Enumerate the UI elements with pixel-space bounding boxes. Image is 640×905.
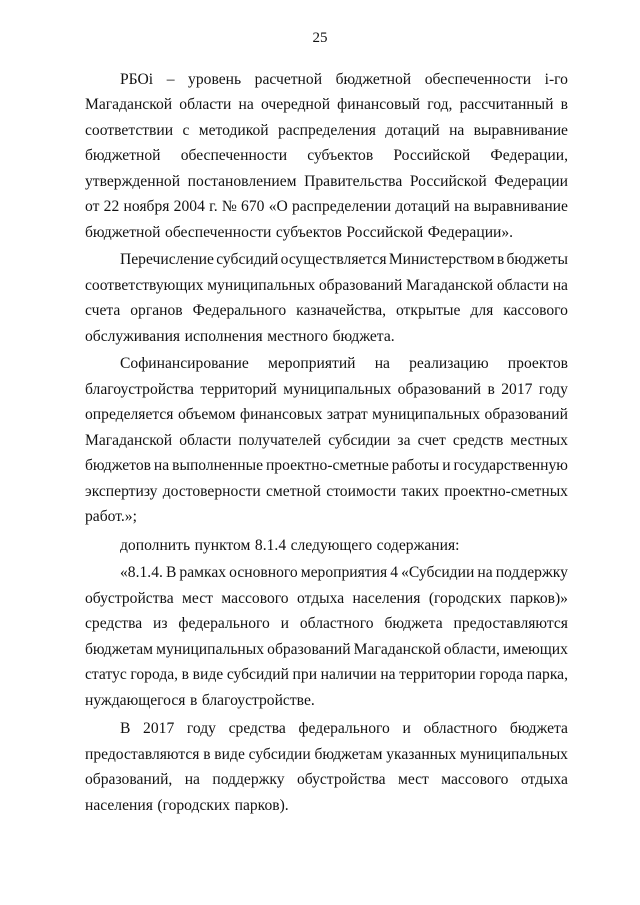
text-word: образований bbox=[397, 381, 482, 398]
text-word: благоустройстве. bbox=[201, 692, 315, 709]
text-word: средства bbox=[85, 615, 143, 632]
text-word: – bbox=[166, 71, 175, 88]
text-word: области bbox=[179, 96, 232, 113]
text-word: обустройства bbox=[85, 590, 174, 607]
text-word: на bbox=[184, 771, 200, 788]
text-word: Магаданской bbox=[85, 96, 173, 113]
text-word: уровень bbox=[188, 71, 242, 88]
text-word: финансовых bbox=[239, 406, 323, 423]
text-word: бюджетам bbox=[314, 746, 383, 763]
text-word: РБОi bbox=[120, 71, 154, 88]
text-word: 22 bbox=[103, 198, 120, 215]
text-word: «Субсидии bbox=[401, 564, 475, 581]
text-word: указанных bbox=[386, 746, 457, 763]
text-word: дотаций bbox=[385, 122, 440, 139]
text-word: бюджетам bbox=[85, 641, 154, 658]
text-word: на bbox=[374, 355, 390, 372]
text-word: территорий bbox=[200, 381, 277, 398]
text-word: образований bbox=[267, 641, 351, 658]
text-word: Российской bbox=[393, 147, 471, 164]
text-word: бюджета. bbox=[332, 328, 395, 345]
text-word: содержания: bbox=[376, 537, 460, 554]
text-word: открытые bbox=[395, 302, 461, 319]
text-word: распределении bbox=[292, 198, 392, 215]
text-word: стоимости bbox=[326, 483, 397, 500]
text-word: мест bbox=[182, 590, 213, 607]
text-word: на bbox=[449, 122, 465, 139]
text-line bbox=[85, 796, 293, 816]
text-word: мест bbox=[397, 771, 429, 788]
text-line bbox=[85, 405, 568, 425]
text-word: проектно-сметных bbox=[444, 483, 568, 500]
text-word: основного bbox=[229, 564, 298, 581]
text-line bbox=[85, 456, 568, 476]
text-word: субъектов bbox=[275, 224, 342, 241]
text-word: массового bbox=[441, 771, 509, 788]
text-line bbox=[85, 301, 568, 321]
text-word: муниципальных bbox=[283, 381, 392, 398]
text-word: бюджетной bbox=[85, 147, 161, 164]
text-word: на bbox=[238, 96, 254, 113]
text-word: Федерации». bbox=[427, 224, 514, 241]
text-word: отдыха bbox=[297, 590, 345, 607]
text-word: бюджета bbox=[384, 615, 443, 632]
text-word: проектно-сметные bbox=[265, 457, 389, 474]
text-word: Федерации, bbox=[490, 147, 568, 164]
text-word: от bbox=[85, 198, 100, 215]
text-word: средств bbox=[452, 432, 504, 449]
text-word: Софинансирование bbox=[120, 355, 249, 372]
text-word: в bbox=[487, 381, 495, 398]
text-word: и bbox=[280, 615, 290, 632]
text-word: Перечисление bbox=[120, 251, 214, 268]
text-word: благоустройства bbox=[85, 381, 194, 398]
text-word: проектов bbox=[507, 355, 568, 372]
text-line bbox=[85, 640, 568, 660]
text-word: постановлением bbox=[187, 173, 297, 190]
text-word: ноября bbox=[123, 198, 170, 215]
text-word: территории bbox=[399, 666, 476, 683]
text-word: местного bbox=[267, 328, 329, 345]
text-word: финансовый bbox=[337, 96, 421, 113]
text-word: (городских bbox=[157, 797, 231, 814]
text-word: счета bbox=[85, 302, 121, 319]
text-word: В bbox=[165, 564, 177, 581]
text-word: дотаций bbox=[395, 198, 450, 215]
text-word: году bbox=[538, 381, 568, 398]
text-word: Правительства bbox=[304, 173, 403, 190]
text-word: Федерального bbox=[192, 302, 287, 319]
text-word: определяется bbox=[85, 406, 174, 423]
text-word: местных bbox=[510, 432, 568, 449]
text-word: на bbox=[380, 666, 396, 683]
text-word: соответствии bbox=[85, 122, 174, 139]
text-word: следующего bbox=[290, 537, 373, 554]
text-word: выравнивание bbox=[473, 198, 568, 215]
text-word: парка, bbox=[526, 666, 568, 683]
text-word: 2004 bbox=[173, 198, 205, 215]
text-word: субъектов bbox=[307, 147, 374, 164]
text-word: обслуживания bbox=[85, 328, 181, 345]
text-word: в bbox=[181, 666, 190, 683]
text-word: субсидий bbox=[226, 666, 289, 683]
text-word: работ.»; bbox=[85, 508, 137, 525]
page-number: 25 bbox=[312, 30, 328, 46]
text-word: бюджетов bbox=[85, 457, 151, 474]
text-word: i-го bbox=[544, 71, 568, 88]
text-word: органов bbox=[130, 302, 183, 319]
text-word: субсидии bbox=[328, 432, 391, 449]
text-word: массового bbox=[221, 590, 289, 607]
text-word: 670 bbox=[241, 198, 265, 215]
text-line bbox=[120, 719, 568, 739]
text-word: с bbox=[182, 122, 190, 139]
text-word: области, bbox=[443, 641, 500, 658]
text-word: государственную bbox=[453, 457, 568, 474]
text-line bbox=[85, 431, 568, 451]
text-word: на bbox=[153, 457, 170, 474]
text-word: получателей bbox=[238, 432, 322, 449]
text-word: нуждающегося bbox=[85, 692, 186, 709]
text-line bbox=[120, 354, 568, 374]
text-word: год, bbox=[427, 96, 453, 113]
text-word: счет bbox=[417, 432, 446, 449]
text-word: виде bbox=[192, 666, 224, 683]
text-word: кассового bbox=[503, 302, 568, 319]
text-line bbox=[85, 614, 568, 634]
text-word: области bbox=[179, 432, 232, 449]
text-word: 2017 bbox=[143, 720, 175, 737]
text-word: 4 bbox=[390, 564, 398, 581]
text-word: в bbox=[496, 251, 505, 268]
text-word: рамках bbox=[179, 564, 227, 581]
text-word: затрат bbox=[326, 406, 368, 423]
text-word: на bbox=[477, 564, 493, 581]
text-word: федерального bbox=[298, 720, 390, 737]
text-word: очередной bbox=[260, 96, 331, 113]
text-line bbox=[85, 327, 399, 347]
text-word: обеспеченности bbox=[165, 224, 272, 241]
text-word: экспертизу bbox=[85, 483, 158, 500]
text-line bbox=[85, 380, 568, 400]
text-word: областного bbox=[423, 720, 498, 737]
text-word: при bbox=[292, 666, 318, 683]
text-word: из bbox=[153, 615, 168, 632]
text-word: Российской bbox=[409, 173, 487, 190]
text-word: средства bbox=[228, 720, 286, 737]
text-word: сметной bbox=[266, 483, 322, 500]
text-line bbox=[85, 146, 568, 166]
text-word: образований, bbox=[85, 771, 173, 788]
text-word: области bbox=[496, 277, 549, 294]
text-word: работы bbox=[391, 457, 440, 474]
text-word: областного bbox=[299, 615, 374, 632]
text-word: муниципальных bbox=[156, 641, 265, 658]
text-word: таких bbox=[401, 483, 439, 500]
text-word: бюджеты bbox=[506, 251, 568, 268]
text-word: расчетной bbox=[254, 71, 323, 88]
text-line bbox=[85, 95, 568, 115]
text-word: г. bbox=[209, 198, 218, 215]
text-word: статус bbox=[85, 666, 127, 683]
text-word: федерального bbox=[178, 615, 270, 632]
text-line bbox=[120, 563, 568, 583]
text-word: города, bbox=[130, 666, 179, 683]
text-word: обустройства bbox=[296, 771, 386, 788]
text-word: распределения bbox=[277, 122, 376, 139]
text-word: Магаданской bbox=[85, 432, 173, 449]
text-word: № bbox=[221, 198, 237, 215]
text-word: соответствующих bbox=[85, 277, 204, 294]
text-word: поддержку bbox=[212, 771, 285, 788]
text-word: Федерации bbox=[494, 173, 568, 190]
text-word: в bbox=[189, 692, 198, 709]
text-word: Магаданской bbox=[406, 277, 494, 294]
text-word: Министерством bbox=[388, 251, 495, 268]
text-word: для bbox=[470, 302, 494, 319]
text-word: предоставляются bbox=[85, 746, 200, 763]
text-word: (городских bbox=[428, 590, 502, 607]
text-word: за bbox=[397, 432, 411, 449]
text-line bbox=[85, 121, 568, 141]
text-word: реализацию bbox=[409, 355, 489, 372]
text-word: предоставляются bbox=[453, 615, 568, 632]
text-word: рассчитанный bbox=[459, 96, 554, 113]
text-word: образований bbox=[318, 277, 403, 294]
text-word: Магаданской bbox=[353, 641, 441, 658]
text-word: утвержденной bbox=[85, 173, 181, 190]
text-word: муниципальных bbox=[207, 277, 316, 294]
text-word: выполненные bbox=[172, 457, 264, 474]
text-line bbox=[85, 172, 568, 192]
text-word: бюджетной bbox=[85, 224, 161, 241]
text-word: поддержку bbox=[495, 564, 568, 581]
text-line bbox=[120, 536, 464, 556]
text-word: образований bbox=[484, 406, 568, 423]
text-line bbox=[85, 589, 568, 609]
text-word: мероприятия bbox=[300, 564, 388, 581]
text-word: исполнения bbox=[184, 328, 263, 345]
text-line bbox=[85, 770, 568, 790]
text-word: дополнить bbox=[120, 537, 191, 554]
text-word: города bbox=[479, 666, 524, 683]
text-word: 8.1.4 bbox=[254, 537, 287, 554]
text-word: Российской bbox=[346, 224, 424, 241]
text-word: выравнивание bbox=[473, 122, 568, 139]
text-line bbox=[85, 276, 568, 296]
text-word: субсидии bbox=[248, 746, 311, 763]
text-word: наличии bbox=[320, 666, 377, 683]
text-word: и bbox=[442, 457, 451, 474]
text-word: в bbox=[560, 96, 568, 113]
text-word: В bbox=[120, 720, 131, 737]
text-word: обеспеченности bbox=[180, 147, 288, 164]
text-word: «8.1.4. bbox=[120, 564, 163, 581]
text-word: виде bbox=[214, 746, 245, 763]
text-line bbox=[120, 250, 568, 270]
text-word: на bbox=[454, 198, 470, 215]
text-word: субсидий bbox=[216, 251, 279, 268]
text-line bbox=[120, 70, 568, 90]
text-word: парков)» bbox=[509, 590, 568, 607]
text-word: в bbox=[203, 746, 211, 763]
text-word: бюджета bbox=[509, 720, 568, 737]
text-word: населения bbox=[85, 797, 153, 814]
text-line bbox=[85, 745, 568, 765]
text-word: 2017 bbox=[501, 381, 533, 398]
text-word: осуществляется bbox=[280, 251, 387, 268]
text-word: обеспеченности bbox=[424, 71, 532, 88]
text-word: и bbox=[402, 720, 411, 737]
text-line bbox=[85, 223, 518, 243]
text-word: мероприятий bbox=[267, 355, 356, 372]
text-word: объемом bbox=[177, 406, 236, 423]
text-word: казначейства, bbox=[296, 302, 387, 319]
text-line bbox=[85, 691, 319, 711]
text-word: населения bbox=[352, 590, 421, 607]
text-word: «О bbox=[268, 198, 288, 215]
text-line bbox=[85, 197, 568, 217]
text-word: отдыха bbox=[520, 771, 568, 788]
text-word: парков). bbox=[234, 797, 289, 814]
text-word: бюджетной bbox=[335, 71, 412, 88]
text-word: достоверности bbox=[162, 483, 261, 500]
text-line bbox=[85, 482, 568, 502]
text-word: на bbox=[552, 277, 568, 294]
text-line bbox=[85, 507, 141, 527]
text-word: пунктом bbox=[194, 537, 251, 554]
text-word: методикой bbox=[198, 122, 269, 139]
text-word: муниципальных bbox=[372, 406, 481, 423]
text-word: году bbox=[186, 720, 216, 737]
text-line bbox=[85, 665, 568, 685]
text-word: имеющих bbox=[503, 641, 568, 658]
text-word: муниципальных bbox=[460, 746, 568, 763]
